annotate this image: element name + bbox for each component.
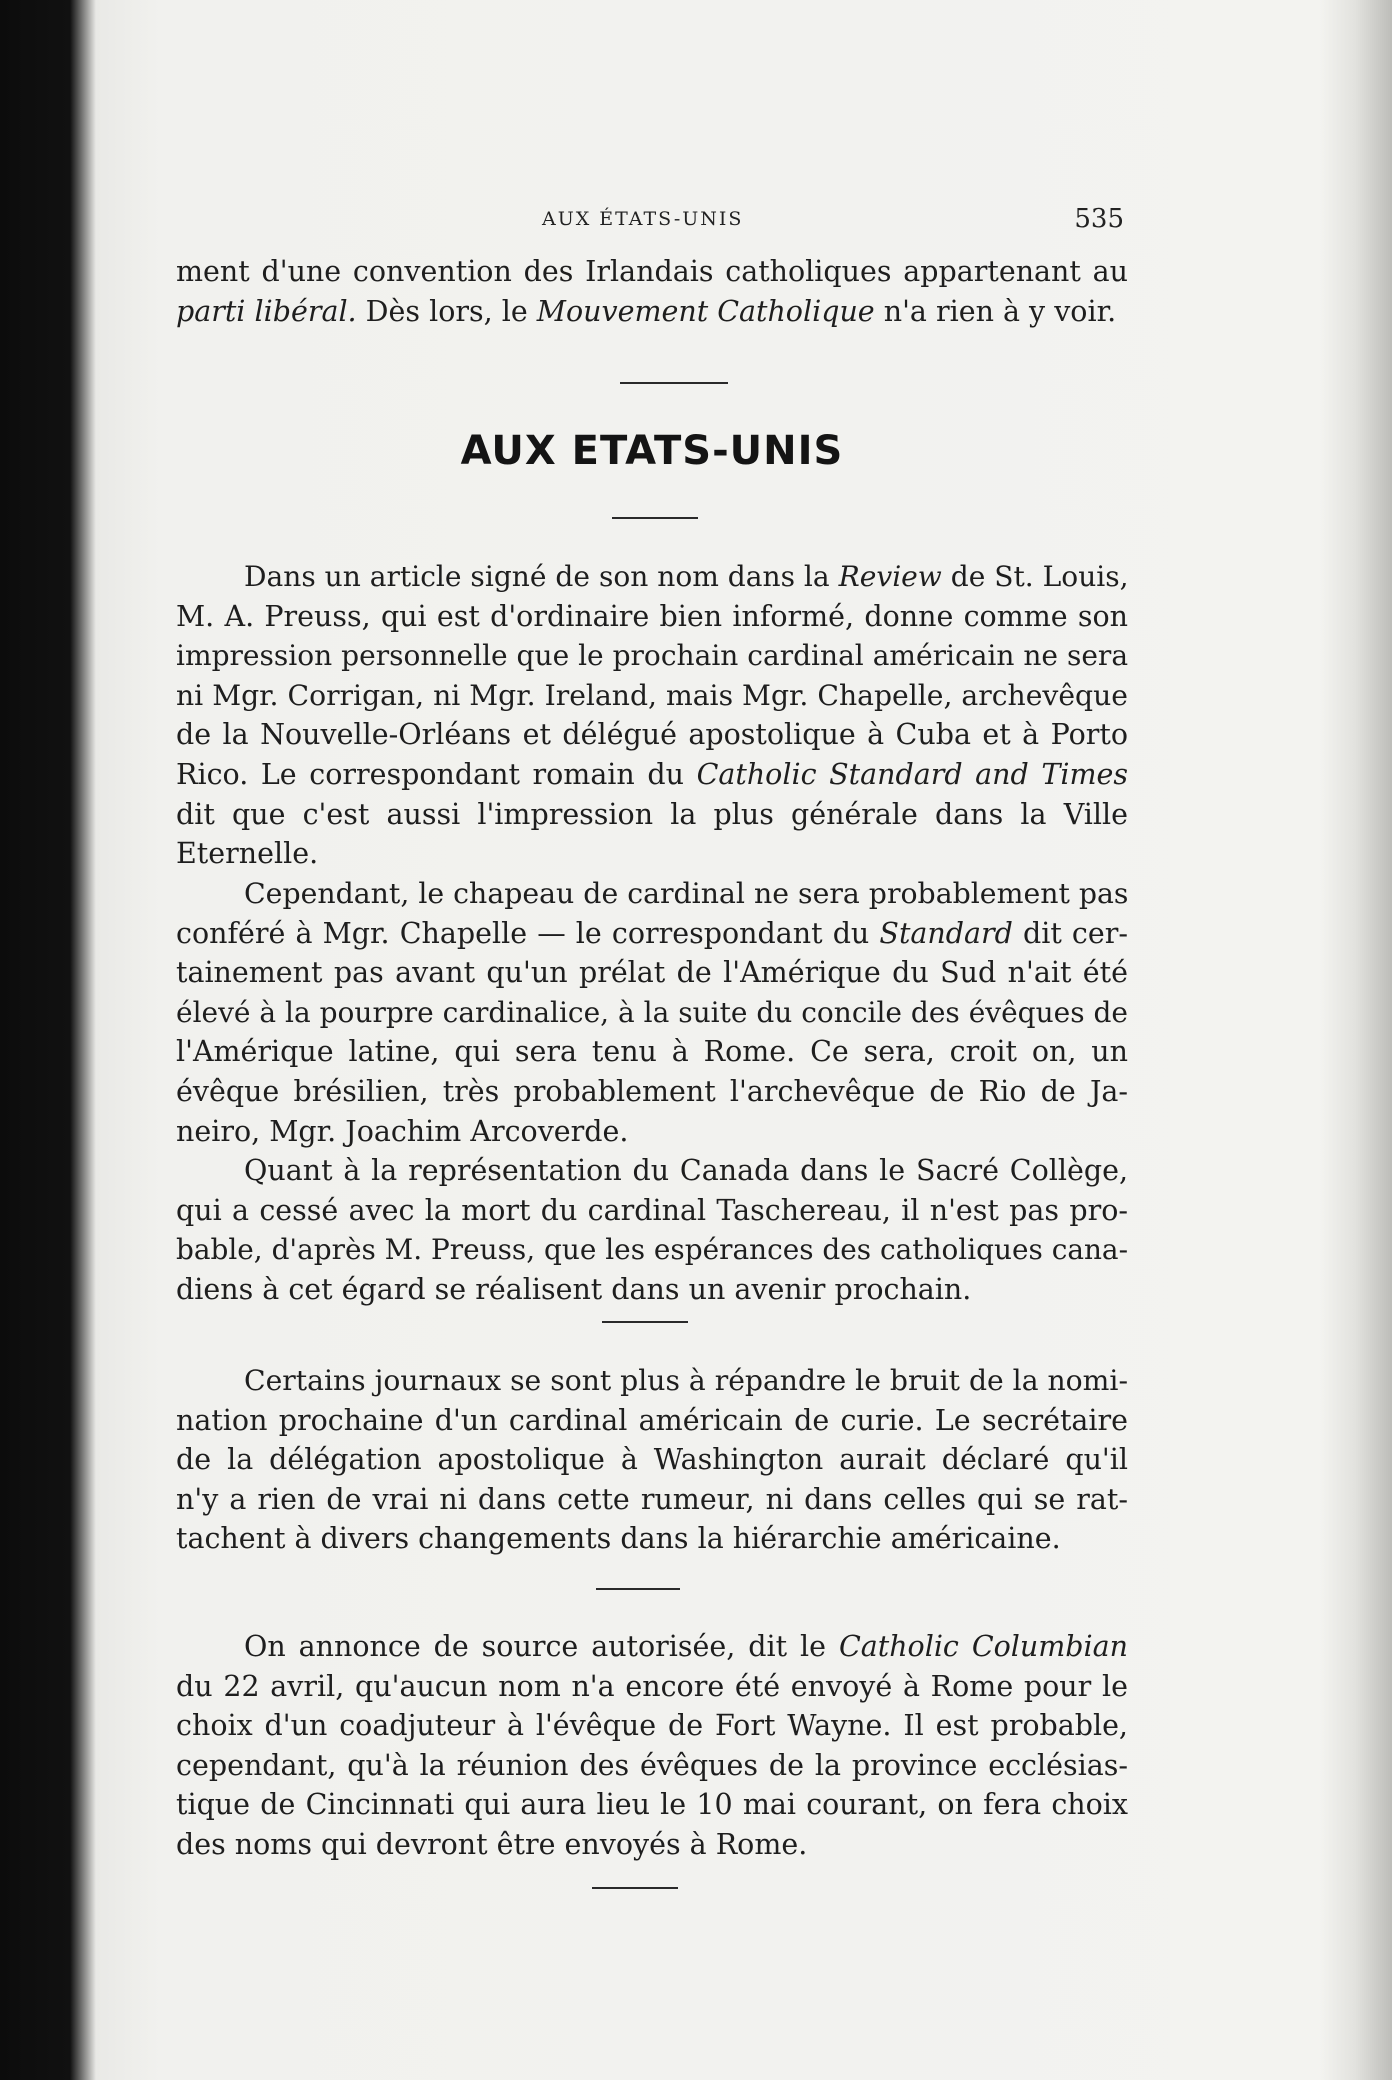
italic-title: Catholic Columbian — [838, 1630, 1128, 1663]
text-line: dit que c'est aussi l'impression la plus générale dans la Ville — [176, 797, 1128, 831]
text-line: tainement pas avant qu'un prélat de l'Amérique du Sud n'ait été — [176, 956, 1128, 990]
italic-title: Review — [838, 560, 942, 593]
text-line: parti libéral. Dès lors, le Mouvement Catholique n'a rien à y voir. — [176, 294, 1117, 328]
text-line: n'y a rien de vrai ni dans cette rumeur, ni dans celles qui se rat- — [176, 1482, 1128, 1516]
article-paragraph — [176, 1627, 1128, 1865]
page-number: 535 — [1074, 204, 1124, 234]
text-line: nation prochaine d'un cardinal américain de curie. Le secrétaire — [176, 1403, 1128, 1437]
section-title: AUX ETATS-UNIS — [460, 428, 844, 474]
italic-title: Catholic Standard and Times — [696, 757, 1128, 791]
text-line: cependant, qu'à la réunion des évêques de la province ecclésias- — [176, 1748, 1128, 1782]
text-line: choix d'un coadjuteur à l'évêque de Fort Wayne. Il est probable, — [176, 1709, 1128, 1743]
article-paragraph — [176, 874, 1128, 1151]
text-line: de la délégation apostolique à Washington aurait déclaré qu'il — [176, 1443, 1128, 1477]
article-paragraph — [176, 1361, 1128, 1559]
text-line: Rico. Le correspondant romain du Catholic Standard and Times — [176, 757, 1128, 791]
separator-rule — [612, 517, 698, 519]
text-line: M. A. Preuss, qui est d'ordinaire bien informé, donne comme son — [176, 599, 1128, 633]
text-line: On annonce de source autorisée, dit le Catholic Columbian — [244, 1630, 1128, 1663]
text-line: des noms qui devront être envoyés à Rome. — [176, 1827, 808, 1861]
text-line: ni Mgr. Corrigan, ni Mgr. Ireland, mais Mgr. Chapelle, archevêque — [176, 678, 1128, 712]
article-paragraph — [176, 557, 1128, 874]
text-line: tachent à divers changements dans la hiérarchie américaine. — [176, 1522, 1061, 1556]
separator-rule — [602, 1321, 688, 1323]
text-line: Dans un article signé de son nom dans la Review de St. Louis, — [244, 560, 1129, 593]
separator-rule — [620, 382, 728, 384]
text-line: diens à cet égard se réalisent dans un avenir prochain. — [176, 1272, 972, 1306]
text-line: évêque brésilien, très probablement l'archevêque de Rio de Ja- — [176, 1074, 1128, 1108]
text-line: impression personnelle que le prochain cardinal américain ne sera — [176, 639, 1129, 673]
text-line: ment d'une convention des Irlandais catholiques appartenant au — [176, 255, 1128, 288]
separator-rule — [596, 1588, 680, 1590]
text-line: l'Amérique latine, qui sera tenu à Rome. Ce sera, croit on, un — [176, 1035, 1128, 1069]
text-line: conféré à Mgr. Chapelle — le correspondant du Standard dit cer- — [176, 916, 1128, 950]
separator-rule — [592, 1887, 678, 1889]
text-line: Eternelle. — [176, 837, 319, 871]
text-line: Cependant, le chapeau de cardinal ne sera probablement pas — [244, 877, 1129, 910]
text-line: neiro, Mgr. Joachim Arcoverde. — [176, 1114, 629, 1148]
text-line: Quant à la représentation du Canada dans le Sacré Collège, — [244, 1154, 1128, 1187]
italic-title: parti libéral. — [176, 294, 357, 328]
text-line: bable, d'après M. Preuss, que les espérances des catholiques cana- — [176, 1233, 1128, 1267]
text-line: élevé à la pourpre cardinalice, à la suite du concile des évêques de — [176, 995, 1128, 1029]
running-head — [176, 202, 1128, 242]
text-line: du 22 avril, qu'aucun nom n'a encore été envoyé à Rome pour le — [176, 1669, 1128, 1703]
text-line: tique de Cincinnati qui aura lieu le 10 mai courant, on fera choix — [176, 1788, 1128, 1822]
italic-title: Mouvement Catholique — [536, 294, 875, 328]
article-paragraph — [176, 1151, 1128, 1309]
running-head-title: AUX ÉTATS-UNIS — [542, 208, 744, 230]
intro-paragraph — [176, 252, 1128, 331]
italic-title: Standard — [879, 916, 1013, 950]
text-line: Certains journaux se sont plus à répandre le bruit de la nomi- — [244, 1364, 1128, 1397]
text-line: de la Nouvelle-Orléans et délégué apostolique à Cuba et à Porto — [176, 718, 1128, 752]
text-line: qui a cessé avec la mort du cardinal Taschereau, il n'est pas pro- — [176, 1193, 1128, 1227]
